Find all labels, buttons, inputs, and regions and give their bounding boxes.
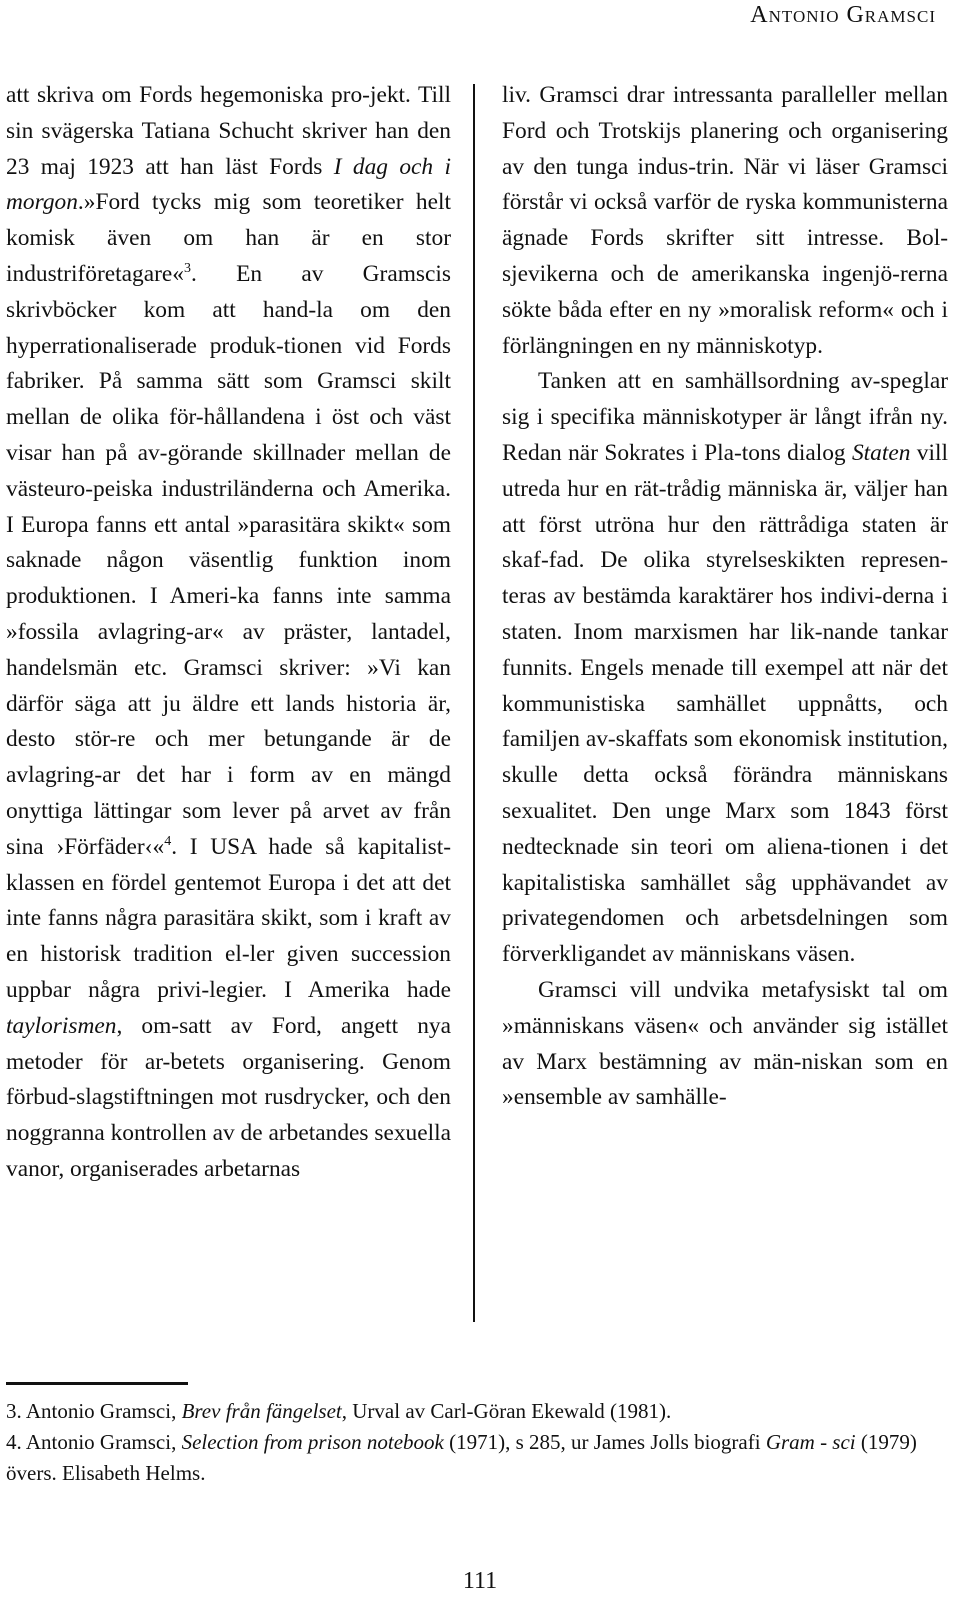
text-run: Tanken att en samhällsordning av-speglar sig i specifika människotyper är långt ifrån ny. Redan när Sokrates i Pla-tons dialog [502,368,948,466]
footnote-separator [6,1382,188,1385]
text-run: (1979) övers. Elisabeth Helms. [6,1430,917,1485]
right-column [502,78,948,1116]
book-title: Selection from prison notebook [181,1430,444,1454]
text-run: , Urval av Carl-Göran Ekewald (1981). [341,1399,672,1423]
book-title: Staten [851,439,911,466]
text-run: att skriva om Fords hegemoniska pro-jekt. Till sin svägerska Tatiana Schucht skriver han den 23 maj 1923 att han läst Fords [6,82,451,180]
page-number: 111 [462,1568,498,1594]
running-head: Antonio Gramsci [750,2,936,28]
book-title: Gram - sci [765,1430,856,1454]
footnote-ref: 3 [183,260,191,276]
text-run: (1971), s 285, ur James Jolls biografi [443,1430,766,1454]
footnotes [6,1396,948,1489]
footnote [6,1396,948,1427]
text-run: .»Ford tycks mig som teoretiker helt komisk även om han är en stor industriföretagare« [6,189,451,287]
left-column [6,78,451,1188]
body-paragraph [6,78,451,1188]
column-divider [473,84,475,1322]
footnote-ref: 4 [164,833,172,849]
text-run: . I USA hade så kapitalist-klassen en fördel gentemot Europa i det att det inte fanns några parasitära skikt, som i kraft av en historisk tradition el-ler given succession uppbar några privi-legier. I Amerika hade [6,833,451,1003]
footnote [6,1427,948,1489]
italic-term: taylorismen [6,1012,117,1039]
text-run: 3. Antonio Gramsci, [6,1399,182,1423]
text-run: , om-satt av Ford, angett nya metoder för ar-betets organisering. Genom förbud-slagstiftningen mot rusdrycker, och den noggranna kontrollen av de arbetandes sexuella vanor, organiserades arbetarnas [6,1012,451,1182]
body-paragraph: liv. Gramsci drar intressanta paralleller mellan Ford och Trotskijs planering och organisering av den tunga indus-trin. När vi läser Gramsci förstår vi också varför de ryska kommunisterna ägnade Fords skrifter sitt intresse. Bol-sjevikerna och de amerikanska ingenjö-rerna sökte båda efter en ny »moralisk reform« och i förlängningen en ny människotyp. [502,82,948,359]
text-run: vill utreda hur en rät-trådig människa är, väljer han att först utröna hur den rättrådiga staten är skaf-fad. De olika styrelseskikten represen-teras av bestämda karaktärer hos indivi-derna i staten. Inom marxismen har lik-nande tankar funnits. Engels menade till exempel att när det kommunistiska samhället uppnåtts, och familjen av-skaffats som ekonomisk institution, skulle detta också förändra människans sexualitet. Den unge Marx som 1843 först nedtecknade sin teori om aliena-tionen i det kapitalistiska samhället såg upphävandet av privategendomen och arbetsdelningen som förverkligandet av människans väsen. [502,439,948,968]
body-paragraph [502,364,948,973]
body-paragraph: Gramsci vill undvika metafysiskt tal om »människans väsen« och använder sig istället av Marx bestämning av män-niskan som en »ensemble av samhälle- [502,976,948,1111]
text-run: 4. Antonio Gramsci, [6,1430,182,1454]
text-run: . En av Gramscis skrivböcker kom att hand-la om den hyperrationaliserade produk-tionen vid Fords fabriker. På samma sätt som Gramsci skilt mellan de olika för-hållandena i öst och väst visar han på av-görande skillnader mellan de västeuro-peiska industriländerna och Amerika. I Europa fanns ett antal »parasitära skikt« som saknade någon väsentlig funktion inom produktionen. I Ameri-ka fanns inte samma »fossila avlagring-ar« av präster, lantadel, handelsmän etc. Gramsci skriver: »Vi kan därför säga att ju äldre ett lands historia är, desto stör-re och mer betungande är de avlagring-ar det har i form av en mängd onyttiga lättingar som lever på arvet av från sina ›Förfäder‹« [6,260,451,860]
book-title: I dag och i morgon [6,153,451,216]
book-title: Brev från fängelset [181,1399,342,1423]
